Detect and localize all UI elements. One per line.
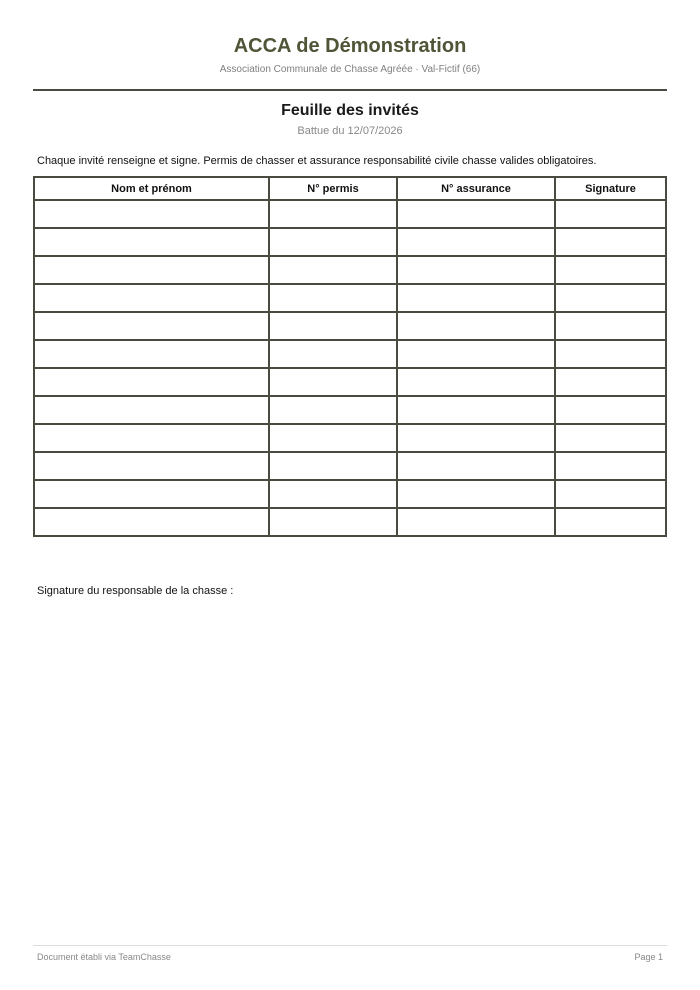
page-footer — [33, 945, 667, 966]
cell-insurance — [397, 480, 555, 508]
table-row — [34, 396, 666, 424]
cell-insurance — [397, 424, 555, 452]
cell-signature — [555, 256, 666, 284]
cell-name — [34, 508, 269, 536]
instructions-text: Chaque invité renseigne et signe. Permis de chasser et assurance responsabilité civile chasse valides obligatoires. — [37, 155, 597, 167]
cell-permit — [269, 228, 397, 256]
organization-name: ACCA de Démonstration — [233, 35, 467, 57]
cell-name — [34, 480, 269, 508]
table-row — [34, 256, 666, 284]
cell-insurance — [397, 452, 555, 480]
table-row — [34, 200, 666, 228]
cell-permit — [269, 508, 397, 536]
document-title: Feuille des invités — [281, 102, 419, 119]
cell-signature — [555, 228, 666, 256]
column-header-signature: Signature — [555, 177, 666, 200]
cell-permit — [269, 452, 397, 480]
cell-insurance — [397, 284, 555, 312]
cell-signature — [555, 200, 666, 228]
cell-permit — [269, 312, 397, 340]
cell-insurance — [397, 228, 555, 256]
document-date: Battue du 12/07/2026 — [297, 125, 403, 137]
cell-name — [34, 284, 269, 312]
cell-permit — [269, 396, 397, 424]
cell-name — [34, 368, 269, 396]
cell-insurance — [397, 312, 555, 340]
cell-permit — [269, 256, 397, 284]
table-row — [34, 368, 666, 396]
cell-permit — [269, 368, 397, 396]
cell-name — [34, 424, 269, 452]
guest-table-body — [34, 200, 666, 536]
cell-signature — [555, 452, 666, 480]
table-row — [34, 284, 666, 312]
table-header-row — [34, 177, 666, 200]
cell-signature — [555, 368, 666, 396]
responsible-signature-label: Signature du responsable de la chasse : — [37, 585, 234, 597]
cell-name — [34, 256, 269, 284]
cell-permit — [269, 340, 397, 368]
column-header-insurance: N° assurance — [397, 177, 555, 200]
page-number: Page 1 — [634, 952, 663, 962]
cell-name — [34, 228, 269, 256]
cell-name — [34, 340, 269, 368]
table-row — [34, 340, 666, 368]
table-row — [34, 312, 666, 340]
cell-signature — [555, 480, 666, 508]
table-row — [34, 452, 666, 480]
cell-name — [34, 200, 269, 228]
cell-signature — [555, 284, 666, 312]
cell-permit — [269, 424, 397, 452]
cell-name — [34, 452, 269, 480]
organization-subtitle: Association Communale de Chasse Agréée · Val-Fictif (66) — [219, 64, 481, 75]
cell-insurance — [397, 200, 555, 228]
table-row — [34, 228, 666, 256]
table-row — [34, 424, 666, 452]
column-header-name: Nom et prénom — [34, 177, 269, 200]
table-row — [34, 480, 666, 508]
guest-table — [33, 176, 667, 537]
cell-signature — [555, 424, 666, 452]
cell-signature — [555, 396, 666, 424]
cell-insurance — [397, 396, 555, 424]
cell-permit — [269, 284, 397, 312]
cell-permit — [269, 200, 397, 228]
cell-signature — [555, 340, 666, 368]
cell-signature — [555, 312, 666, 340]
cell-permit — [269, 480, 397, 508]
cell-name — [34, 396, 269, 424]
cell-insurance — [397, 256, 555, 284]
table-row — [34, 508, 666, 536]
cell-signature — [555, 508, 666, 536]
cell-name — [34, 312, 269, 340]
cell-insurance — [397, 340, 555, 368]
cell-insurance — [397, 508, 555, 536]
footer-source: Document établi via TeamChasse — [37, 952, 171, 962]
cell-insurance — [397, 368, 555, 396]
column-header-permit: N° permis — [269, 177, 397, 200]
document-header — [33, 0, 667, 91]
